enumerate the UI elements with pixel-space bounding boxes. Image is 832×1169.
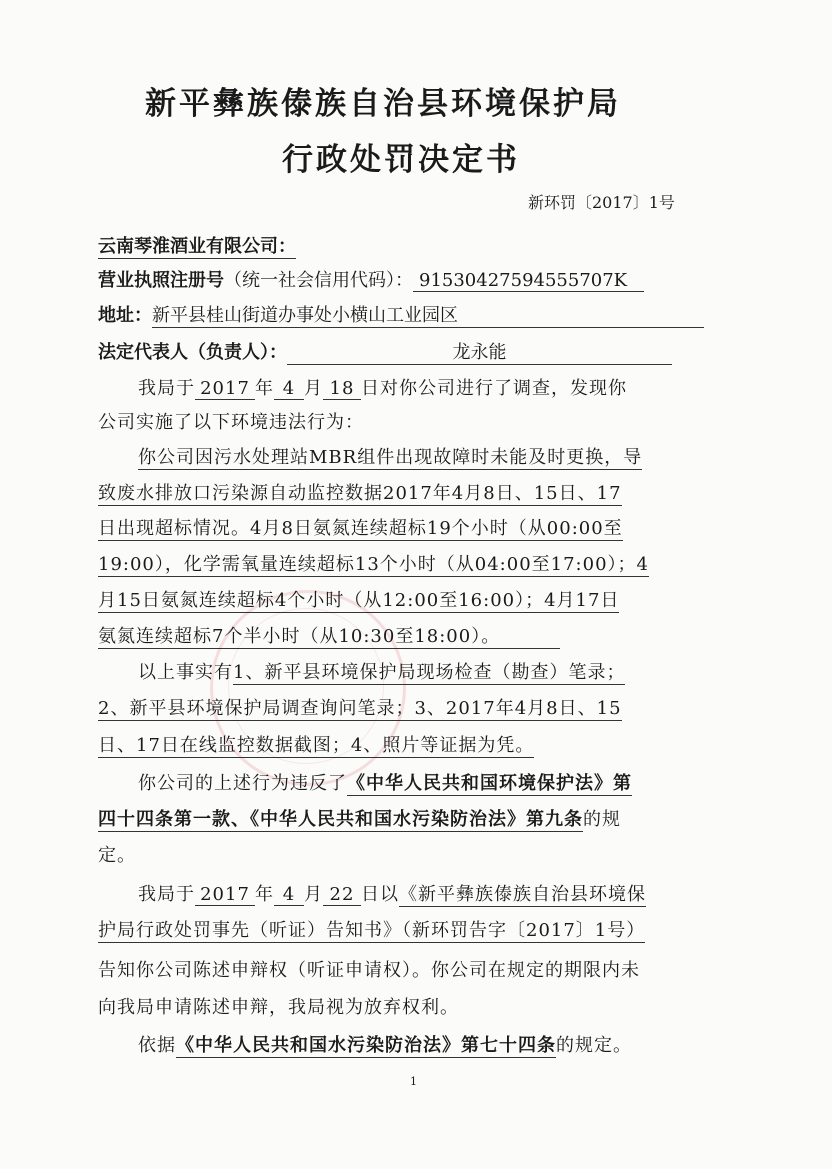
text: 日对你公司进行了调查，发现你 bbox=[361, 378, 627, 399]
investigation-day: 18 bbox=[323, 378, 361, 400]
evidence-text: 2、新平县环境保护局调查询问笔录；3、2017年4月8日、15 bbox=[98, 694, 622, 721]
text: 的规 bbox=[583, 809, 621, 830]
text: 月 bbox=[304, 378, 323, 399]
party-name-text: 云南琴淮酒业有限公司： bbox=[98, 232, 296, 259]
violation-text: 19:00），化学需氧量连续超标13个小时（从04:00至17:00）；4 bbox=[98, 550, 649, 577]
violation-line-4 bbox=[98, 550, 714, 577]
notice-year: 2017 bbox=[195, 884, 255, 906]
title-line-2: 行政处罚决定书 bbox=[282, 142, 520, 178]
party-name bbox=[98, 232, 296, 259]
text: 年 bbox=[255, 378, 274, 399]
notice-line-1 bbox=[98, 880, 714, 907]
investigation-year: 2017 bbox=[195, 378, 255, 400]
basis-law-citation: 《中华人民共和国水污染防治法》第七十四条 bbox=[176, 1031, 556, 1058]
address-label: 地址： bbox=[98, 305, 152, 326]
notice-document-title: 《新平彝族傣族自治县环境保 bbox=[399, 880, 646, 907]
law-line-2 bbox=[98, 805, 714, 832]
text: 的规定。 bbox=[556, 1035, 632, 1056]
text: 月 bbox=[304, 884, 323, 905]
title-line-1: 新平彝族傣族自治县环境保护局 bbox=[145, 86, 621, 122]
representative-row bbox=[98, 338, 672, 365]
violation-text: 月15日氨氮连续超标4个小时（从12:00至16:00）；4月17日 bbox=[98, 586, 619, 613]
evidence-line-1 bbox=[98, 658, 714, 685]
license-row bbox=[98, 266, 644, 292]
notice-line-3: 告知你公司陈述申辩权（听证申请权）。你公司在规定的期限内未 bbox=[98, 960, 640, 981]
investigation-line-2: 公司实施了以下环境违法行为： bbox=[98, 412, 364, 433]
notice-day: 22 bbox=[323, 884, 361, 906]
text: 以上事实有 bbox=[138, 662, 233, 683]
basis-line bbox=[98, 1031, 714, 1058]
text: 你公司的上述行为违反了 bbox=[138, 773, 347, 794]
notice-line-2 bbox=[98, 916, 714, 943]
investigation-line-1 bbox=[98, 374, 714, 400]
representative-value: 龙永能 bbox=[287, 338, 672, 365]
violation-line-6 bbox=[98, 622, 714, 649]
evidence-text: 1、新平县环境保护局现场检查（勘查）笔录； bbox=[233, 658, 625, 685]
text: 我局于 bbox=[138, 378, 195, 399]
violation-text: 你公司因污水处理站MBR组件出现故障时未能及时更换，导 bbox=[138, 443, 642, 470]
evidence-line-3 bbox=[98, 731, 714, 758]
address-row bbox=[98, 301, 704, 328]
license-label: 营业执照注册号 bbox=[98, 270, 224, 291]
text: 年 bbox=[255, 884, 274, 905]
law-line-1 bbox=[98, 769, 714, 796]
evidence-text: 日、17日在线监控数据截图；4、照片等证据为凭。 bbox=[98, 731, 534, 758]
notice-text: 护局行政处罚事先（听证）告知书》（新环罚告字〔2017〕1号） bbox=[98, 916, 645, 943]
violation-line-5 bbox=[98, 586, 714, 613]
license-paren: （统一社会信用代码）： bbox=[224, 270, 413, 291]
page-number: 1 bbox=[410, 1075, 417, 1088]
text: 我局于 bbox=[138, 884, 195, 905]
law-line-3: 定。 bbox=[98, 845, 136, 866]
violation-line-1 bbox=[98, 443, 714, 470]
notice-month: 4 bbox=[274, 884, 304, 906]
document-number: 新环罚〔2017〕1号 bbox=[528, 193, 675, 212]
text: 日以 bbox=[361, 884, 399, 905]
law-citation: 《中华人民共和国环境保护法》第 bbox=[347, 769, 632, 796]
notice-line-4: 向我局申请陈述申辩，我局视为放弃权利。 bbox=[98, 997, 459, 1018]
violation-line-2 bbox=[98, 479, 714, 506]
text: 依据 bbox=[138, 1035, 176, 1056]
violation-text: 日出现超标情况。4月8日氨氮连续超标19个小时（从00:00至 bbox=[98, 514, 623, 541]
violation-line-3 bbox=[98, 514, 714, 541]
address-value: 新平县桂山街道办事处小横山工业园区 bbox=[152, 301, 704, 328]
violation-text: 致废水排放口污染源自动监控数据2017年4月8日、15日、17 bbox=[98, 479, 622, 506]
evidence-line-2 bbox=[98, 694, 714, 721]
license-value: 91530427594555707K bbox=[413, 270, 644, 292]
violation-text: 氨氮连续超标7个半小时（从10:30至18:00）。 bbox=[98, 622, 560, 649]
law-citation: 四十四条第一款、《中华人民共和国水污染防治法》第九条 bbox=[98, 805, 583, 832]
investigation-month: 4 bbox=[274, 378, 304, 400]
representative-label: 法定代表人（负责人）： bbox=[98, 342, 287, 363]
